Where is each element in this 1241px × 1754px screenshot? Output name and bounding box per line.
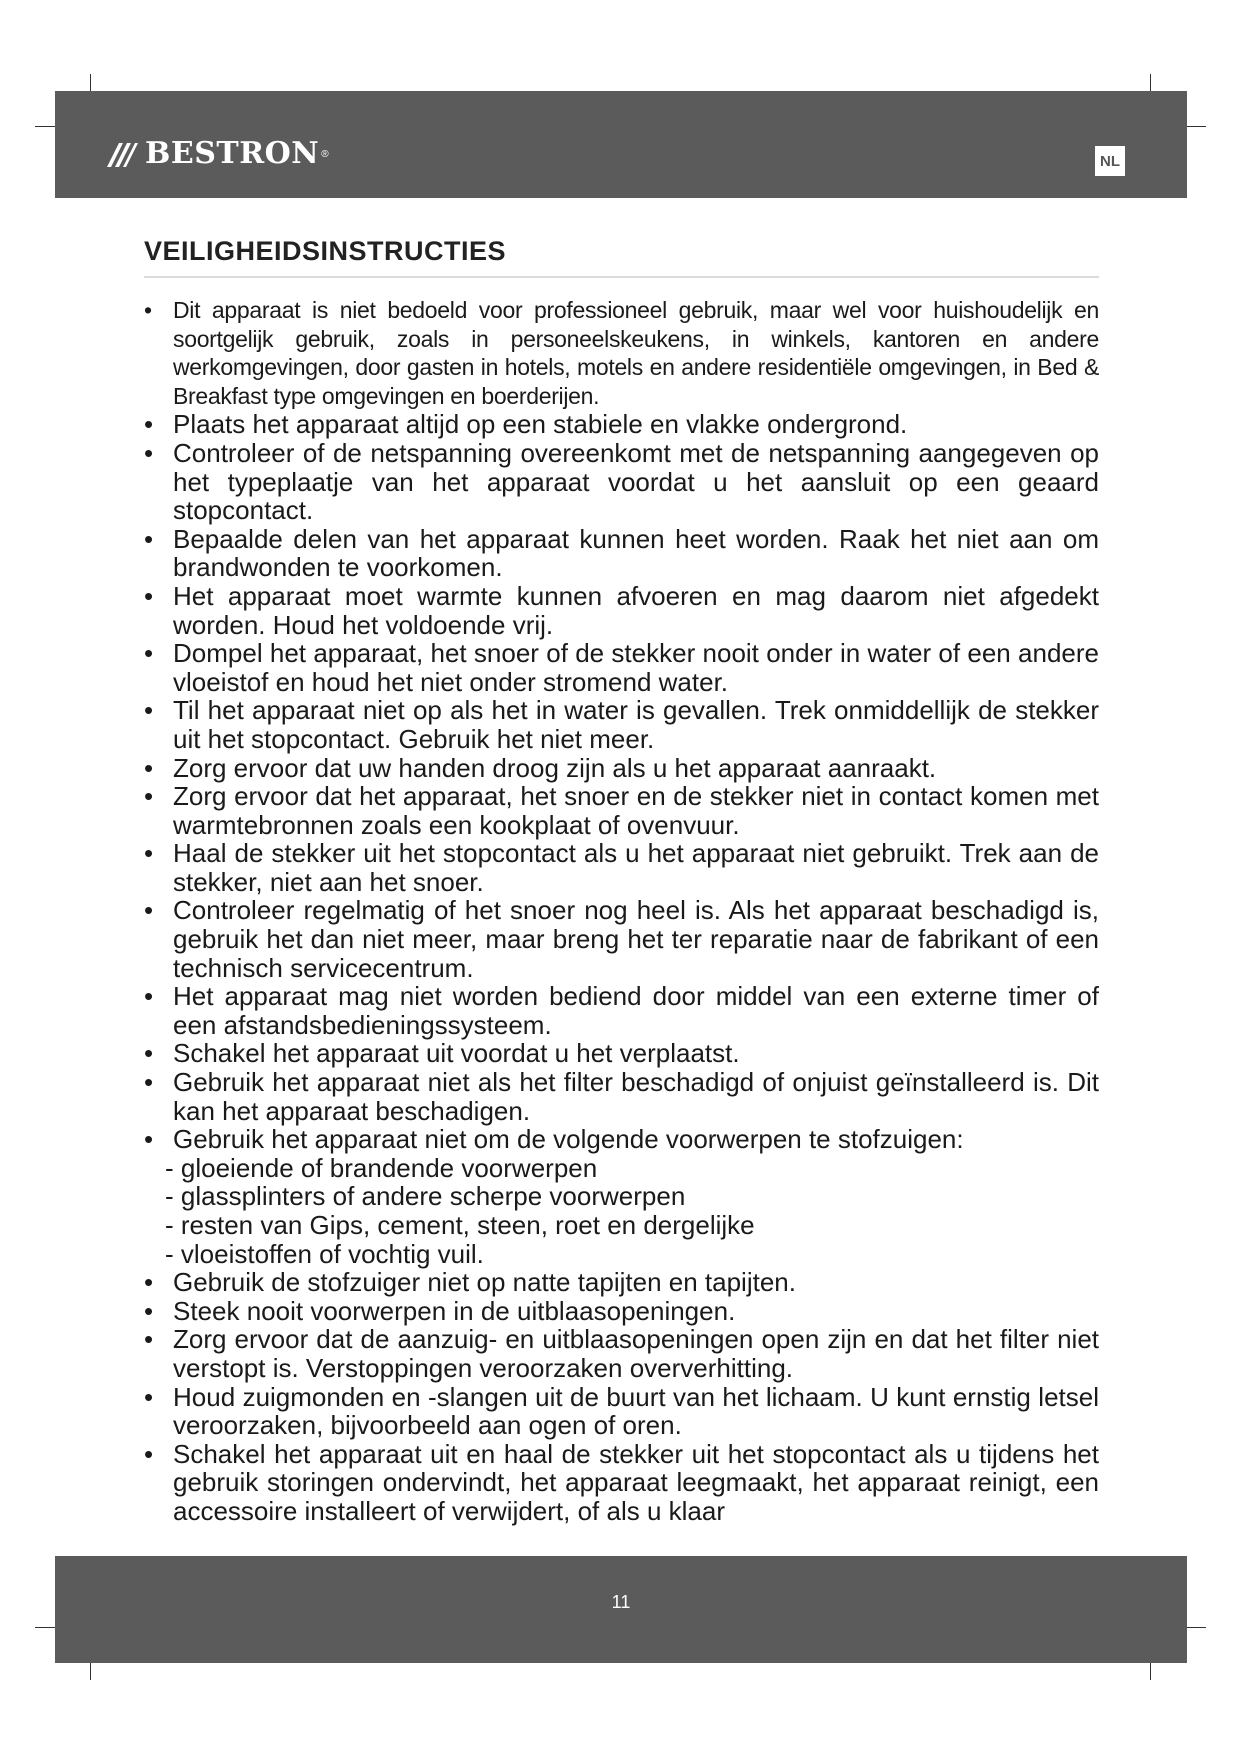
page-number: 11 [611, 1592, 631, 1612]
list-item: • Het apparaat moet warmte kunnen afvoeren en mag daarom niet afgedekt worden. Houd het voldoende vrij. [144, 582, 1099, 639]
brand-chevron-icon [105, 137, 139, 171]
list-item: • Houd zuigmonden en -slangen uit de buurt van het lichaam. U kunt ernstig letsel veroorzaken, bijvoorbeeld aan ogen of oren. [144, 1383, 1099, 1440]
list-item: • Gebruik het apparaat niet als het filter beschadigd of onjuist geïnstalleerd is. Dit kan het apparaat beschadigen. [144, 1068, 1099, 1125]
list-item-text: Gebruik het apparaat niet om de volgende voorwerpen te stofzuigen: [173, 1124, 964, 1155]
list-item: • Haal de stekker uit het stopcontact als u het apparaat niet gebruikt. Trek aan de stekker, niet aan het snoer. [144, 839, 1099, 896]
list-item: • Gebruik de stofzuiger niet op natte tapijten en tapijten. [144, 1268, 1099, 1297]
list-item: • Til het apparaat niet op als het in water is gevallen. Trek onmiddellijk de stekker uit het stopcontact. Gebruik het niet meer. [144, 696, 1099, 753]
list-item: • Plaats het apparaat altijd op een stabiele en vlakke ondergrond. [144, 410, 1099, 439]
list-item: • Controleer regelmatig of het snoer nog heel is. Als het apparaat beschadigd is, gebruik het dan niet meer, maar breng het ter reparatie naar de fabrikant of een technisch servicecentrum. [144, 896, 1099, 982]
list-item: • Schakel het apparaat uit en haal de stekker uit het stopcontact als u tijdens het gebruik storingen ondervindt, het apparaat leegmaakt, het apparaat reinigt, een accessoire installeert of verwijdert, of als u klaar [144, 1440, 1099, 1526]
header-band [55, 91, 1187, 198]
list-item: • Zorg ervoor dat de aanzuig- en uitblaasopeningen open zijn en dat het filter niet verstopt is. Verstoppingen veroorzaken oververhitting. [144, 1325, 1099, 1382]
list-item: • Bepaalde delen van het apparaat kunnen heet worden. Raak het niet aan om brandwonden te voorkomen. [144, 525, 1099, 582]
section-title: VEILIGHEIDSINSTRUCTIES [144, 236, 507, 266]
list-item: • Controleer of de netspanning overeenkomt met de netspanning aangegeven op het typeplaatje van het apparaat voordat u het aansluit op een geaard stopcontact. [144, 439, 1099, 525]
instruction-list [144, 296, 1099, 1526]
brand-name: BESTRON [145, 136, 320, 171]
sub-list-item: - resten van Gips, cement, steen, roet en dergelijke [165, 1210, 755, 1240]
sub-list-item: - gloeiende of brandende voorwerpen [165, 1152, 598, 1183]
list-item-vacuum [144, 1125, 1099, 1268]
list-item: • Het apparaat mag niet worden bediend door middel van een externe timer of een afstandsbedieningssysteem. [144, 982, 1099, 1039]
list-item: • Dit apparaat is niet bedoeld voor professioneel gebruik, maar wel voor huishoudelijk en soortgelijk gebruik, zoals in personeelskeukens, in winkels, kantoren en andere werkomgevingen, door gasten in hotels, motels en andere residentiële omgevingen, in Bed & Breakfast type omgevingen en boerderijen. [144, 296, 1099, 410]
safety-instructions [144, 296, 1099, 1526]
list-item: • Schakel het apparaat uit voordat u het verplaatst. [144, 1039, 1099, 1068]
list-item: • Dompel het apparaat, het snoer of de stekker nooit onder in water of een andere vloeistof en houd het niet onder stromend water. [144, 639, 1099, 696]
sub-list-item: - glassplinters of andere scherpe voorwerpen [165, 1181, 686, 1212]
sub-list [165, 1152, 1099, 1269]
list-item: • Zorg ervoor dat uw handen droog zijn als u het apparaat aanraakt. [144, 754, 1099, 783]
title-divider [144, 276, 1099, 278]
footer-band [55, 1556, 1187, 1663]
sub-list-item: - vloeistoffen of vochtig vuil. [165, 1238, 484, 1269]
registered-mark: ® [321, 148, 329, 160]
list-item: • Zorg ervoor dat het apparaat, het snoer en de stekker niet in contact komen met warmtebronnen zoals een kookplaat of ovenvuur. [144, 782, 1099, 839]
language-badge: NL [1095, 146, 1125, 176]
brand-logo [105, 137, 329, 171]
list-item: • Steek nooit voorwerpen in de uitblaasopeningen. [144, 1297, 1099, 1326]
